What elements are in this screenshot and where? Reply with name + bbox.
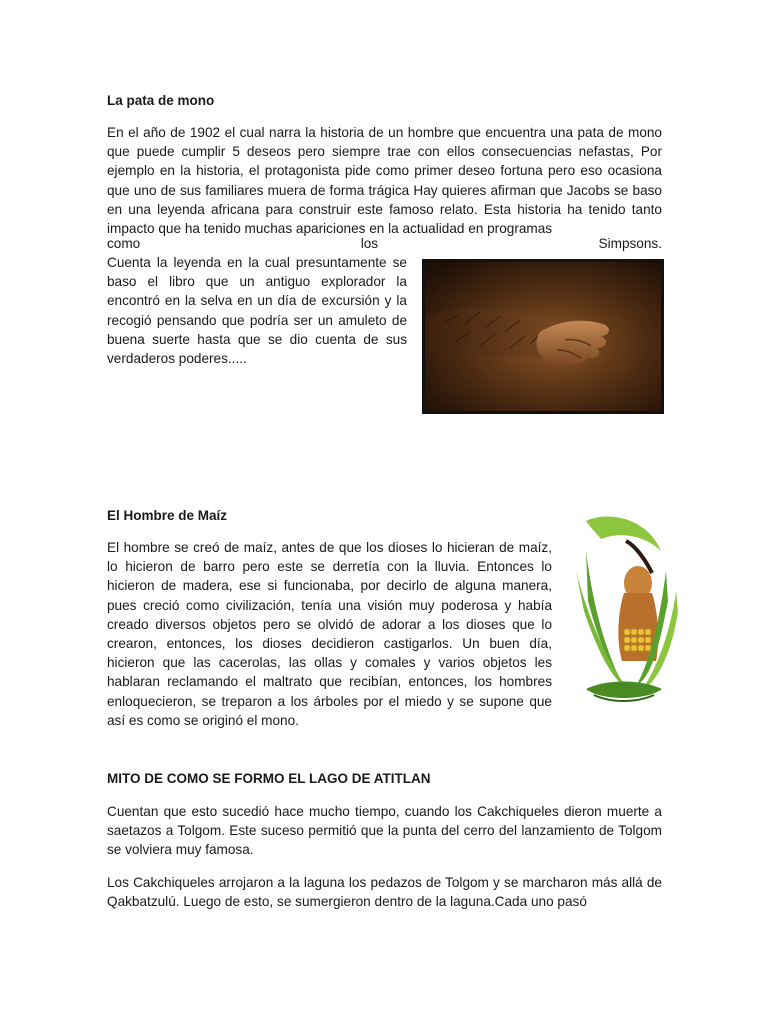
section-title-hombre-de-maiz: El Hombre de Maíz [107, 508, 228, 523]
corn-man-image [566, 511, 680, 711]
paragraph-pata-de-mono-legend: Cuenta la leyenda en la cual presuntamente se baso el libro que un antiguo explorador la encontró en la selva en un día de excursión y la recogió pensando que podría ser un amuleto de buena suerte hasta que se dio cuenta de sus verdaderos poderes..... [107, 255, 407, 367]
monkey-paw-image [422, 259, 664, 414]
paragraph-pata-de-mono-intro: En el año de 1902 el cual narra la historia de un hombre que encuentra una pata de mono que puede cumplir 5 deseos pero siempre trae con ellos consecuencias nefastas, Por ejemplo en la historia, el protagonista pide como primer deseo fortuna pero eso ocasiona que uno de sus familiares muera de forma trágica Hay quieres afirman que Jacobs se baso en una leyenda africana para construir este famoso relato. Esta historia ha tenido tanto impacto que ha tenido muchas apariciones en la actualidad en programas [107, 125, 662, 237]
corn-man-illustration [566, 511, 680, 711]
section-title-pata-de-mono: La pata de mono [107, 93, 215, 108]
paragraph-pata-de-mono-intro-end: como los Simpsons. [107, 236, 662, 251]
paragraph-atitlan-2: Los Cakchiqueles arrojaron a la laguna los pedazos de Tolgom y se marcharon más allá de Qakbatzulú. Luego de esto, se sumergieron dentro de la laguna.Cada uno pasó [107, 875, 662, 910]
section-title-lago-de-atitlan: MITO DE COMO SE FORMO EL LAGO DE ATITLAN [107, 771, 431, 786]
paragraph-atitlan-1: Cuentan que esto sucedió hace mucho tiempo, cuando los Cakchiqueles dieron muerte a saetazos a Tolgom. Este suceso permitió que la punta del cerro del lanzamiento de Tolgom se volviera muy famosa. [107, 804, 662, 858]
monkey-paw-illustration [425, 262, 661, 411]
paragraph-hombre-de-maiz: El hombre se creó de maíz, antes de que los dioses lo hicieran de maíz, lo hicieron de barro pero este se derretía con la lluvia. Entonces lo hicieron de madera, ese si funcionaba, por decirlo de alguna manera, pues creció como civilización, tenía una visión muy poderosa y había creado diversos objetos pero se olvidó de adorar a los dioses que lo crearon, entonces, los dioses decidieron castigarlos. Un buen día, hicieron que las cacerolas, las ollas y comales y varios objetos les hablaran reclamando el maltrato que recibían, entonces, los hombres enloquecieron, se treparon a los árboles por el miedo y se supone que así es como se originó el mono. [107, 540, 552, 728]
